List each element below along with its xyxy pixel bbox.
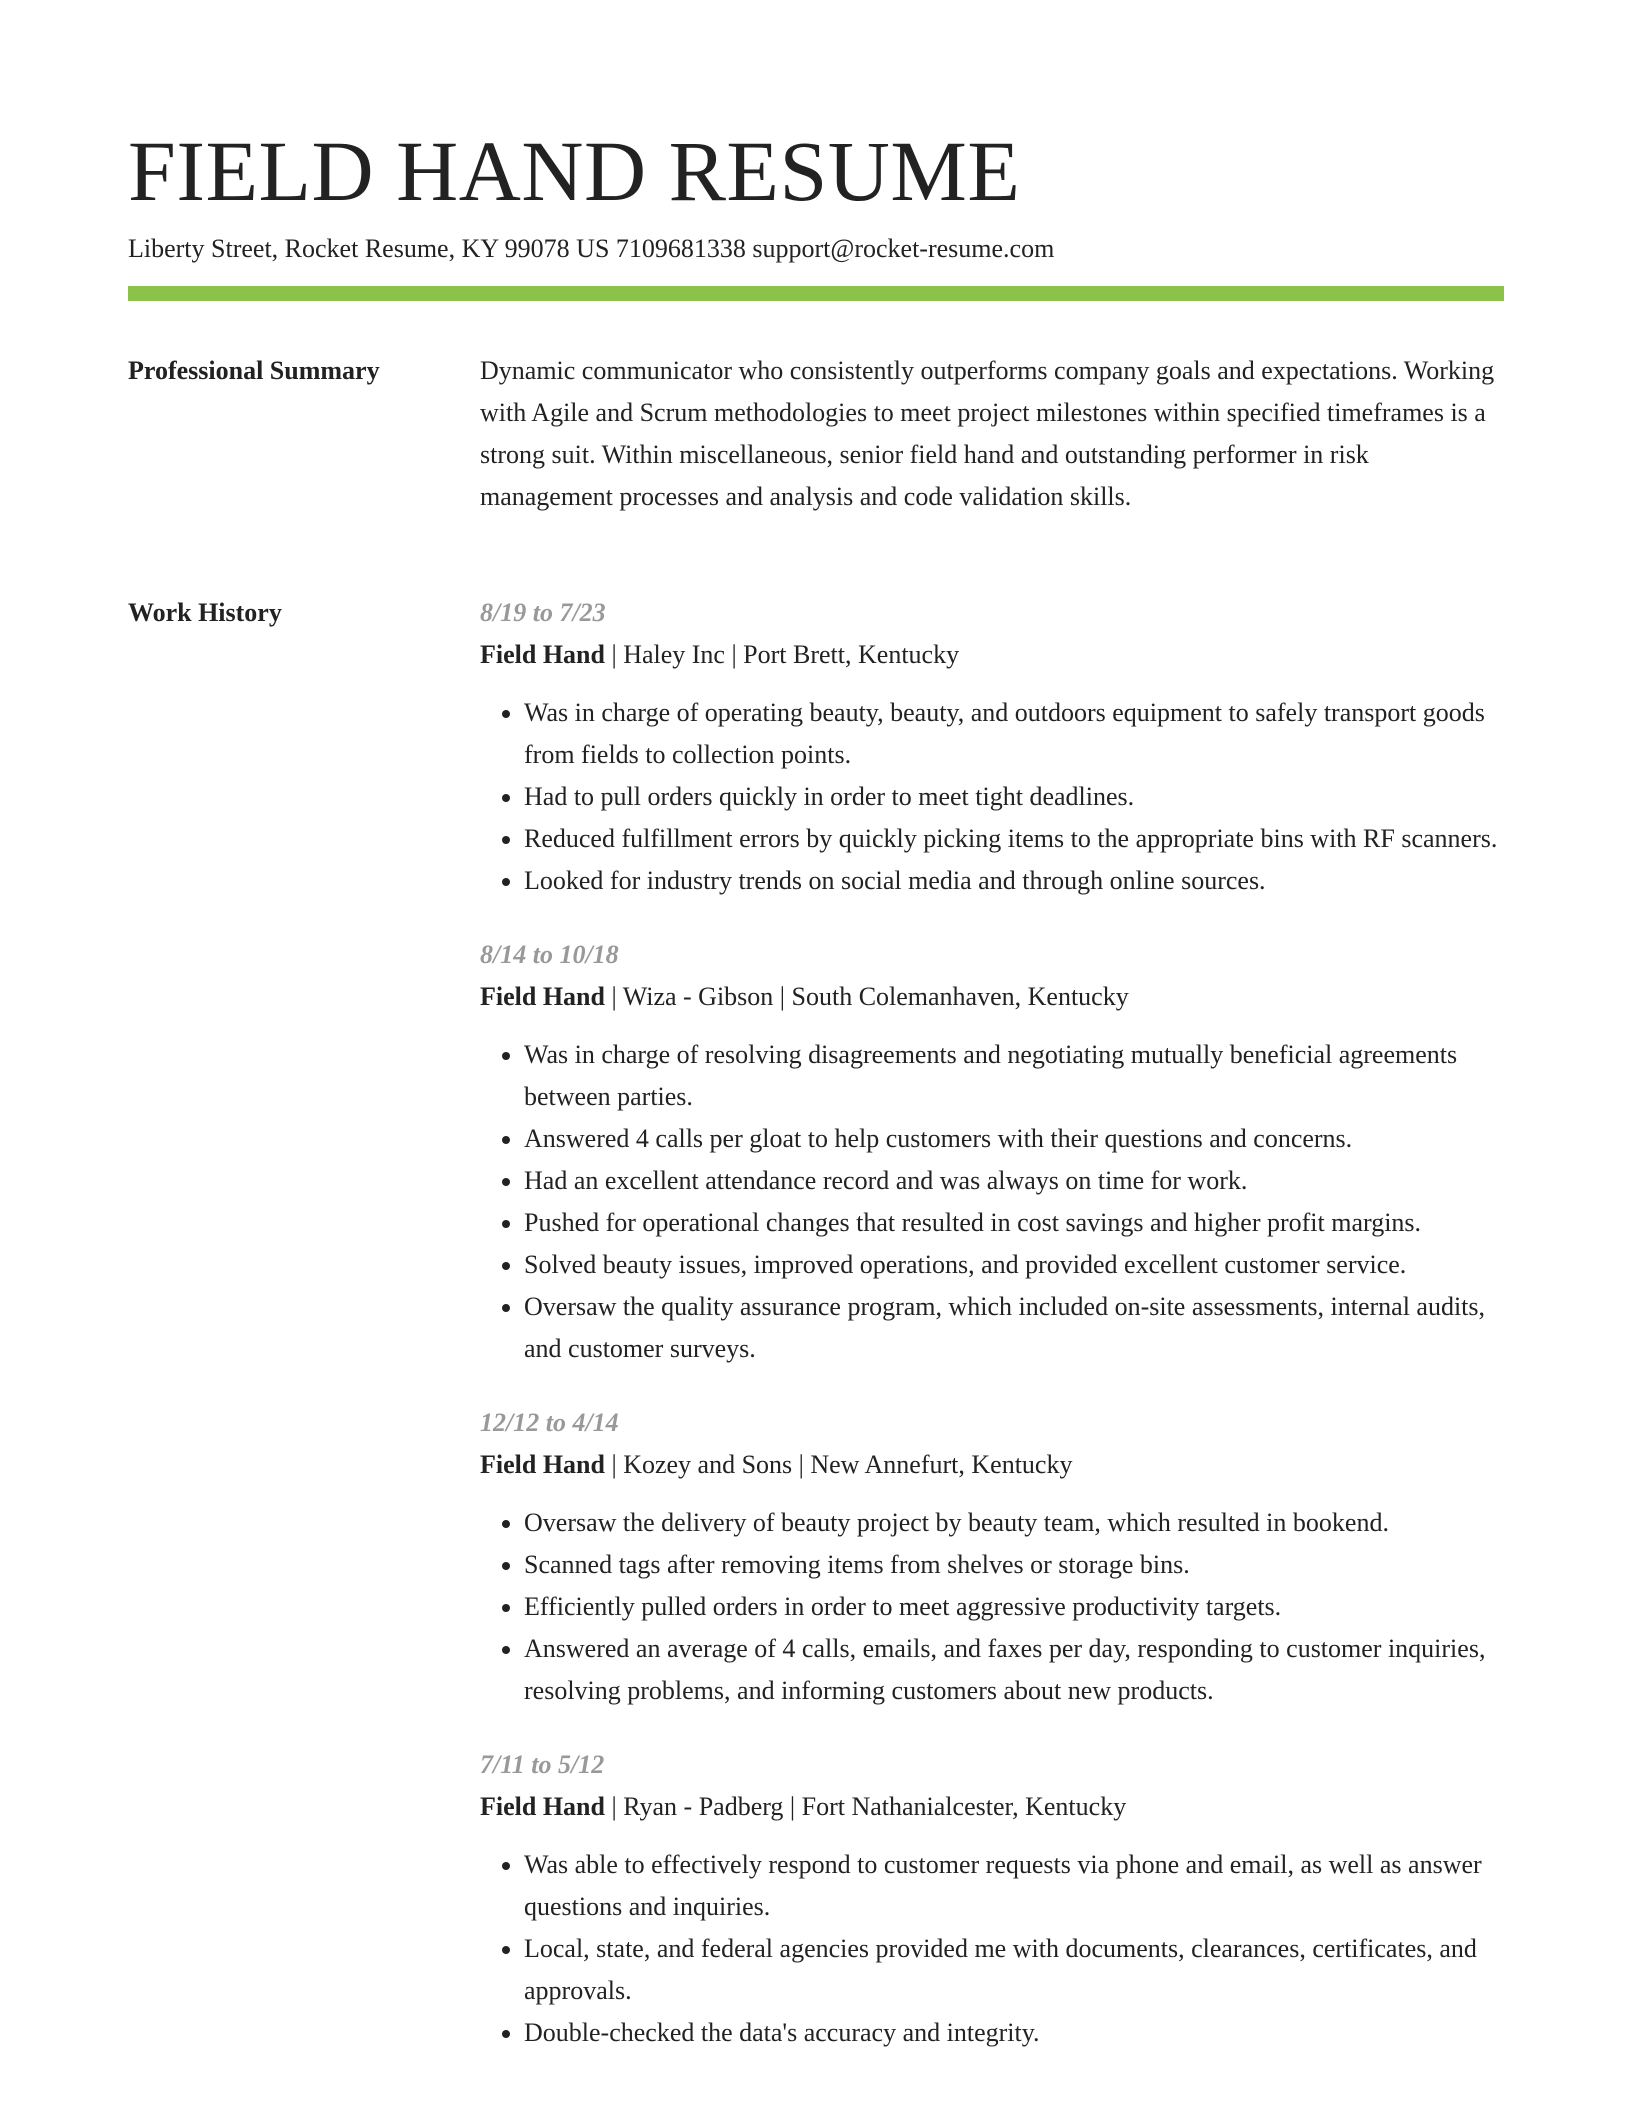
job-dates: 12/12 to 4/14 [480, 1408, 619, 1437]
job-entry [480, 1402, 1504, 1712]
job-title: Field Hand [480, 1792, 605, 1821]
job-bullet: • Efficiently pulled orders in order to meet aggressive productivity targets. [524, 1586, 1504, 1628]
job-heading-line [480, 976, 1504, 1018]
job-dates: 8/19 to 7/23 [480, 598, 606, 627]
job-bullet: • Answered 4 calls per gloat to help customers with their questions and concerns. [524, 1118, 1504, 1160]
job-bullet: • Scanned tags after removing items from shelves or storage bins. [524, 1544, 1504, 1586]
job-dates: 8/14 to 10/18 [480, 940, 619, 969]
work-history-list [480, 592, 1504, 2086]
job-bullet: • Double-checked the data's accuracy and integrity. [524, 2012, 1504, 2054]
job-heading-line [480, 1786, 1504, 1828]
job-bullet-list [480, 1034, 1504, 1370]
job-bullet: • Was in charge of resolving disagreements and negotiating mutually beneficial agreements between parties. [524, 1034, 1504, 1118]
job-heading-line [480, 1444, 1504, 1486]
job-employer-location: | Kozey and Sons | New Annefurt, Kentucky [604, 1450, 1073, 1479]
contact-line: Liberty Street, Rocket Resume, KY 99078 US 7109681338 support@rocket-resume.com [128, 234, 1055, 263]
job-employer-location: | Wiza - Gibson | South Colemanhaven, Kentucky [604, 982, 1129, 1011]
job-bullet-list [480, 1502, 1504, 1712]
job-bullet: • Had to pull orders quickly in order to meet tight deadlines. [524, 776, 1504, 818]
job-bullet: • Pushed for operational changes that resulted in cost savings and higher profit margins. [524, 1202, 1504, 1244]
summary-text: Dynamic communicator who consistently outperforms company goals and expectations. Working with Agile and Scrum methodologies to meet project milestones within specified timeframes is a strong suit. Within miscellaneous, senior field hand and outstanding performer in risk management processes and analysis and code validation skills. [480, 356, 1495, 511]
job-bullet: • Answered an average of 4 calls, emails, and faxes per day, responding to customer inquiries, resolving problems, and informing customers about new products. [524, 1628, 1504, 1712]
job-bullet: • Oversaw the delivery of beauty project by beauty team, which resulted in bookend. [524, 1502, 1504, 1544]
job-title: Field Hand [480, 640, 605, 669]
job-bullet: • Looked for industry trends on social media and through online sources. [524, 860, 1504, 902]
job-employer-location: | Ryan - Padberg | Fort Nathanialcester, Kentucky [604, 1792, 1127, 1821]
job-dates: 7/11 to 5/12 [480, 1750, 605, 1779]
summary-heading: Professional Summary [128, 356, 380, 385]
job-bullet: • Solved beauty issues, improved operations, and provided excellent customer service. [524, 1244, 1504, 1286]
job-entry [480, 1744, 1504, 2054]
job-bullet: • Local, state, and federal agencies provided me with documents, clearances, certificates, and approvals. [524, 1928, 1504, 2012]
job-bullet: • Was in charge of operating beauty, beauty, and outdoors equipment to safely transport goods from fields to collection points. [524, 692, 1504, 776]
job-bullet: • Was able to effectively respond to customer requests via phone and email, as well as answer questions and inquiries. [524, 1844, 1504, 1928]
resume-title: FIELD HAND RESUME [128, 123, 1021, 219]
job-bullet-list [480, 692, 1504, 902]
job-heading-line [480, 634, 1504, 676]
job-bullet: • Reduced fulfillment errors by quickly picking items to the appropriate bins with RF scanners. [524, 818, 1504, 860]
job-bullet-list [480, 1844, 1504, 2054]
job-bullet: • Oversaw the quality assurance program, which included on-site assessments, internal audits, and customer surveys. [524, 1286, 1504, 1370]
job-bullet: • Had an excellent attendance record and was always on time for work. [524, 1160, 1504, 1202]
job-employer-location: | Haley Inc | Port Brett, Kentucky [604, 640, 960, 669]
summary-body [480, 350, 1504, 518]
job-entry [480, 592, 1504, 902]
job-entry [480, 934, 1504, 1370]
header-divider [128, 286, 1504, 301]
work-history-heading: Work History [128, 598, 282, 627]
job-title: Field Hand [480, 982, 605, 1011]
job-title: Field Hand [480, 1450, 605, 1479]
